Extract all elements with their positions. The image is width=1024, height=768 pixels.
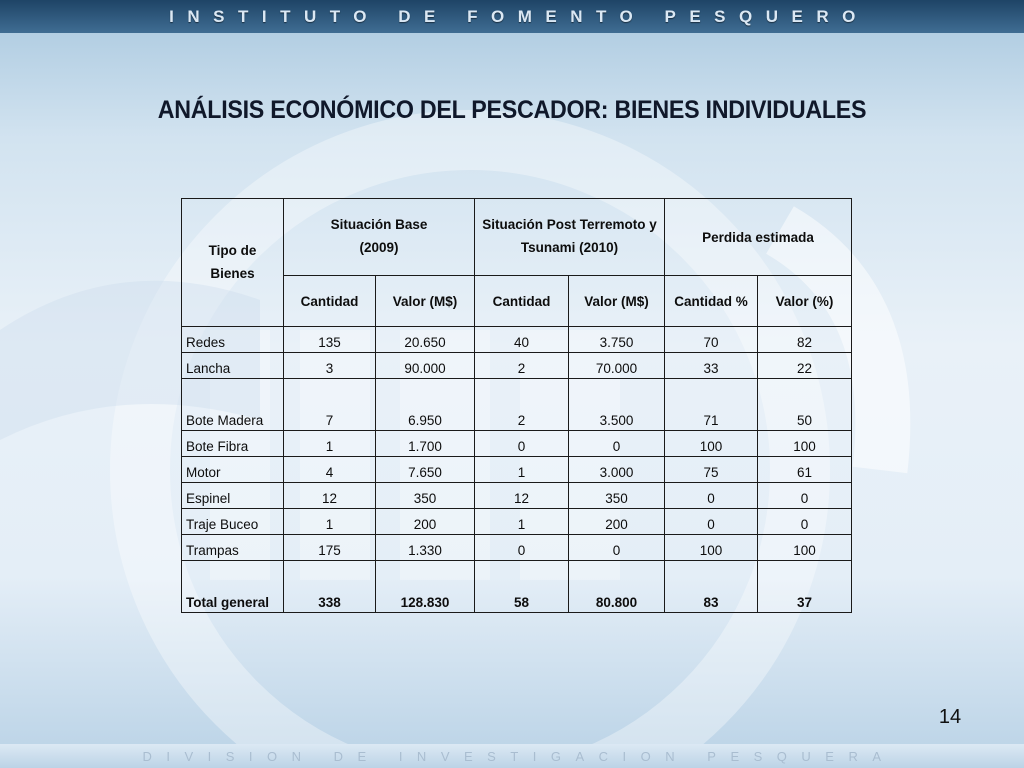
header-tipo-bienes — [182, 199, 284, 327]
row-valor-post: 200 — [569, 509, 665, 535]
row-cantidad-post: 40 — [475, 327, 569, 353]
row-cantidad-pct: 100 — [665, 431, 758, 457]
table-row — [182, 379, 852, 431]
row-valor-base: 7.650 — [376, 457, 475, 483]
row-valor-base: 90.000 — [376, 353, 475, 379]
row-valor-post: 350 — [569, 483, 665, 509]
row-valor-base: 6.950 — [376, 379, 475, 431]
header-base-line2: (2009) — [359, 240, 399, 255]
row-name: Trampas — [182, 535, 284, 561]
header-loss-text: Perdida estimada — [702, 229, 814, 245]
row-valor-base: 200 — [376, 509, 475, 535]
row-cantidad-base: 175 — [284, 535, 376, 561]
row-name: Traje Buceo — [182, 509, 284, 535]
row-cantidad-pct: 75 — [665, 457, 758, 483]
row-valor-pct: 61 — [758, 457, 852, 483]
subheader-cantidad-pct: Cantidad % — [665, 276, 758, 327]
row-valor-pct: 82 — [758, 327, 852, 353]
table-row — [182, 327, 852, 353]
table-row — [182, 535, 852, 561]
row-name: Redes — [182, 327, 284, 353]
row-cantidad-pct: 0 — [665, 509, 758, 535]
table-row — [182, 431, 852, 457]
row-cantidad-post: 2 — [475, 353, 569, 379]
row-cantidad-base: 1 — [284, 509, 376, 535]
header-base-line1: Situación Base — [330, 217, 428, 232]
table-row — [182, 483, 852, 509]
row-cantidad-base: 4 — [284, 457, 376, 483]
row-valor-pct: 50 — [758, 379, 852, 431]
footer-banner-text: DIVISION DE INVESTIGACION PESQUERA — [142, 748, 896, 764]
header-post-line1: Situación Post Terremoto y — [482, 217, 657, 232]
table-row — [182, 509, 852, 535]
page-number: 14 — [938, 706, 962, 728]
row-cantidad-pct: 100 — [665, 535, 758, 561]
row-cantidad-base: 1 — [284, 431, 376, 457]
header-situacion-base — [284, 199, 475, 276]
row-cantidad-pct: 71 — [665, 379, 758, 431]
total-cantidad-pct: 83 — [665, 561, 758, 613]
table-row — [182, 457, 852, 483]
row-valor-pct: 0 — [758, 509, 852, 535]
total-cantidad-base: 338 — [284, 561, 376, 613]
row-valor-pct: 100 — [758, 431, 852, 457]
row-name: Lancha — [182, 353, 284, 379]
header-banner-text: INSTITUTO DE FOMENTO PESQUERO — [169, 6, 869, 26]
row-cantidad-post: 1 — [475, 457, 569, 483]
row-valor-post: 0 — [569, 535, 665, 561]
row-cantidad-base: 3 — [284, 353, 376, 379]
row-cantidad-post: 0 — [475, 535, 569, 561]
row-valor-base: 1.330 — [376, 535, 475, 561]
row-cantidad-post: 1 — [475, 509, 569, 535]
subheader-valor-base: Valor (M$) — [376, 276, 475, 327]
table-total-row — [182, 561, 852, 613]
row-cantidad-pct: 33 — [665, 353, 758, 379]
total-valor-base: 128.830 — [376, 561, 475, 613]
subheader-cantidad-post: Cantidad — [475, 276, 569, 327]
row-valor-post: 0 — [569, 431, 665, 457]
total-name: Total general — [182, 561, 284, 613]
header-situacion-post — [475, 199, 665, 276]
row-cantidad-base: 7 — [284, 379, 376, 431]
row-valor-pct: 100 — [758, 535, 852, 561]
row-name: Bote Fibra — [182, 431, 284, 457]
subheader-cantidad-base: Cantidad — [284, 276, 376, 327]
row-name: Motor — [182, 457, 284, 483]
header-post-line2: Tsunami (2010) — [520, 240, 619, 255]
row-name: Espinel — [182, 483, 284, 509]
table-row — [182, 353, 852, 379]
row-cantidad-pct: 70 — [665, 327, 758, 353]
subheader-valor-post: Valor (M$) — [569, 276, 665, 327]
header-perdida-estimada — [665, 199, 852, 276]
row-valor-post: 3.000 — [569, 457, 665, 483]
total-valor-post: 80.800 — [569, 561, 665, 613]
row-cantidad-post: 0 — [475, 431, 569, 457]
row-valor-post: 70.000 — [569, 353, 665, 379]
row-cantidad-base: 135 — [284, 327, 376, 353]
row-valor-base: 1.700 — [376, 431, 475, 457]
row-valor-pct: 0 — [758, 483, 852, 509]
row-valor-pct: 22 — [758, 353, 852, 379]
page-title: ANÁLISIS ECONÓMICO DEL PESCADOR: BIENES INDIVIDUALES — [157, 96, 867, 124]
subheader-valor-pct: Valor (%) — [758, 276, 852, 327]
row-valor-post: 3.750 — [569, 327, 665, 353]
header-banner — [0, 0, 1024, 33]
row-valor-base: 20.650 — [376, 327, 475, 353]
row-cantidad-post: 12 — [475, 483, 569, 509]
assets-table — [181, 198, 852, 613]
total-cantidad-post: 58 — [475, 561, 569, 613]
row-valor-base: 350 — [376, 483, 475, 509]
row-valor-post: 3.500 — [569, 379, 665, 431]
row-cantidad-post: 2 — [475, 379, 569, 431]
total-valor-pct: 37 — [758, 561, 852, 613]
header-tipo-line2: Bienes — [210, 266, 255, 281]
header-tipo-line1: Tipo de — [208, 243, 257, 258]
row-cantidad-base: 12 — [284, 483, 376, 509]
row-name: Bote Madera — [182, 379, 284, 431]
footer-banner — [0, 744, 1024, 768]
row-cantidad-pct: 0 — [665, 483, 758, 509]
